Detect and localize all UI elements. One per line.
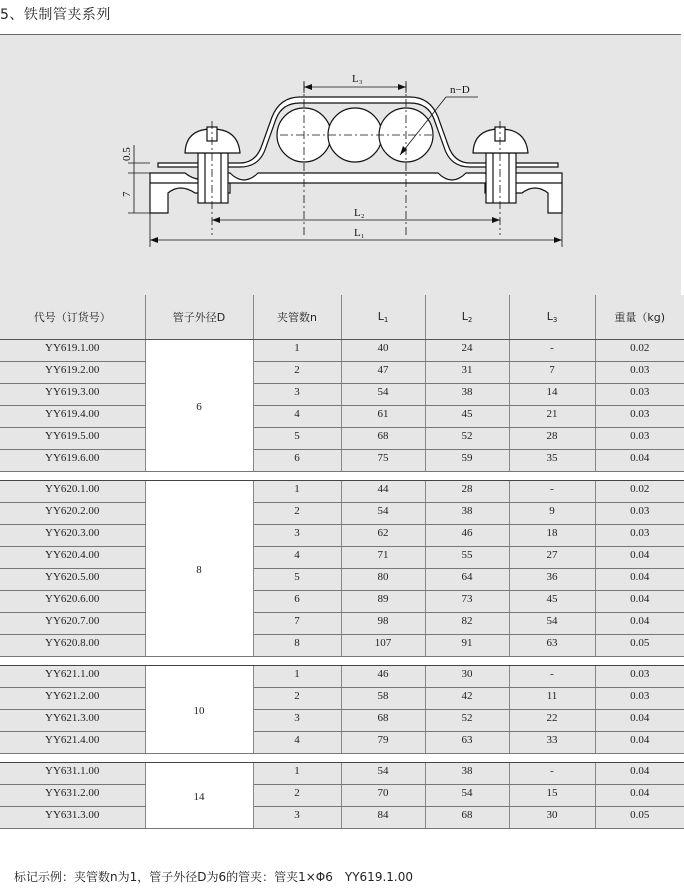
cell-weight: 0.05 [595, 635, 684, 657]
cell-l3: 35 [509, 450, 595, 472]
cell-weight: 0.04 [595, 450, 684, 472]
cell-l3: 27 [509, 547, 595, 569]
cell-l1: 62 [341, 525, 425, 547]
cell-l3: 7 [509, 362, 595, 384]
cell-count: 1 [253, 340, 341, 362]
cell-code: YY619.1.00 [0, 340, 145, 362]
cell-code: YY619.5.00 [0, 428, 145, 450]
cell-l1: 71 [341, 547, 425, 569]
group-separator [0, 472, 684, 481]
cell-l1: 89 [341, 591, 425, 613]
cell-count: 1 [253, 763, 341, 785]
header-l3-sub: 3 [552, 316, 558, 324]
cell-weight: 0.03 [595, 503, 684, 525]
cell-l3: 36 [509, 569, 595, 591]
table-row [0, 547, 684, 569]
cell-count: 3 [253, 384, 341, 406]
cell-code: YY620.2.00 [0, 503, 145, 525]
cell-count: 5 [253, 569, 341, 591]
separator-cell [0, 657, 684, 666]
cell-diameter: 8 [145, 481, 253, 657]
cell-l2: 46 [425, 525, 509, 547]
cell-weight: 0.04 [595, 591, 684, 613]
cell-code: YY620.3.00 [0, 525, 145, 547]
cell-count: 3 [253, 525, 341, 547]
cell-weight: 0.03 [595, 688, 684, 710]
cell-code: YY620.8.00 [0, 635, 145, 657]
cell-count: 7 [253, 613, 341, 635]
table-row [0, 525, 684, 547]
cell-l3: 30 [509, 807, 595, 829]
cell-weight: 0.04 [595, 732, 684, 754]
table-row [0, 569, 684, 591]
cell-l3: 15 [509, 785, 595, 807]
table-row [0, 732, 684, 754]
cell-l2: 63 [425, 732, 509, 754]
cell-weight: 0.03 [595, 525, 684, 547]
cell-l1: 44 [341, 481, 425, 503]
table-body [0, 340, 684, 829]
separator-cell [0, 472, 684, 481]
header-count: 夹管数n [253, 295, 341, 340]
cell-count: 3 [253, 807, 341, 829]
header-l2 [425, 295, 509, 340]
cell-code: YY620.4.00 [0, 547, 145, 569]
cell-diameter: 14 [145, 763, 253, 829]
cell-l3: - [509, 481, 595, 503]
cell-weight: 0.04 [595, 763, 684, 785]
cell-count: 1 [253, 666, 341, 688]
cell-weight: 0.03 [595, 428, 684, 450]
cell-weight: 0.04 [595, 785, 684, 807]
cell-weight: 0.05 [595, 807, 684, 829]
cell-l2: 82 [425, 613, 509, 635]
cell-count: 2 [253, 688, 341, 710]
cell-l1: 68 [341, 710, 425, 732]
table-row [0, 666, 684, 688]
table-row [0, 635, 684, 657]
cell-l2: 45 [425, 406, 509, 428]
cell-l1: 79 [341, 732, 425, 754]
header-weight: 重量（kg) [595, 295, 684, 340]
header-l2-main: L [461, 310, 468, 323]
table-row [0, 503, 684, 525]
cell-l2: 54 [425, 785, 509, 807]
cell-l1: 54 [341, 384, 425, 406]
cell-l1: 70 [341, 785, 425, 807]
cell-l2: 24 [425, 340, 509, 362]
cell-code: YY620.5.00 [0, 569, 145, 591]
cell-code: YY619.4.00 [0, 406, 145, 428]
table-row [0, 384, 684, 406]
cell-code: YY621.4.00 [0, 732, 145, 754]
cell-l1: 98 [341, 613, 425, 635]
marking-example-note: 标记示例：夹管数n为1，管子外径D为6的管夹：管夹1×Φ6 YY619.1.00 [14, 870, 413, 884]
cell-count: 5 [253, 428, 341, 450]
table-row [0, 785, 684, 807]
separator-cell [0, 754, 684, 763]
dim-l1-label: L₁ [354, 227, 365, 239]
cell-l2: 64 [425, 569, 509, 591]
cell-l1: 107 [341, 635, 425, 657]
cell-l2: 52 [425, 710, 509, 732]
cell-l3: 11 [509, 688, 595, 710]
cell-l1: 54 [341, 763, 425, 785]
header-diameter: 管子外径D [145, 295, 253, 340]
cell-code: YY619.3.00 [0, 384, 145, 406]
cell-l2: 31 [425, 362, 509, 384]
cell-diameter: 10 [145, 666, 253, 754]
cell-weight: 0.03 [595, 362, 684, 384]
cell-l1: 54 [341, 503, 425, 525]
cell-l2: 55 [425, 547, 509, 569]
cell-l2: 38 [425, 503, 509, 525]
cell-l1: 75 [341, 450, 425, 472]
table-row [0, 450, 684, 472]
table-row [0, 807, 684, 829]
cell-count: 2 [253, 785, 341, 807]
cell-count: 1 [253, 481, 341, 503]
cell-l2: 30 [425, 666, 509, 688]
cell-l2: 68 [425, 807, 509, 829]
cell-code: YY620.7.00 [0, 613, 145, 635]
table-row [0, 340, 684, 362]
cell-code: YY619.2.00 [0, 362, 145, 384]
cell-weight: 0.03 [595, 384, 684, 406]
cell-l3: 63 [509, 635, 595, 657]
cell-count: 8 [253, 635, 341, 657]
cell-code: YY621.3.00 [0, 710, 145, 732]
cell-l1: 58 [341, 688, 425, 710]
cell-l2: 52 [425, 428, 509, 450]
table-row [0, 688, 684, 710]
cell-l1: 68 [341, 428, 425, 450]
table-row [0, 481, 684, 503]
cell-weight: 0.02 [595, 481, 684, 503]
table-row [0, 613, 684, 635]
cell-l3: 54 [509, 613, 595, 635]
group-separator [0, 754, 684, 763]
cell-l3: 28 [509, 428, 595, 450]
cell-count: 4 [253, 406, 341, 428]
cell-weight: 0.03 [595, 666, 684, 688]
cell-l3: - [509, 340, 595, 362]
header-l1-sub: 1 [383, 316, 389, 324]
header-l1 [341, 295, 425, 340]
cell-weight: 0.03 [595, 406, 684, 428]
cell-code: YY620.1.00 [0, 481, 145, 503]
cell-l2: 91 [425, 635, 509, 657]
cell-code: YY631.2.00 [0, 785, 145, 807]
cell-code: YY620.6.00 [0, 591, 145, 613]
dim-nd-label: n−D [450, 84, 470, 96]
table-row [0, 591, 684, 613]
cell-l2: 28 [425, 481, 509, 503]
cell-l3: 33 [509, 732, 595, 754]
cell-l2: 59 [425, 450, 509, 472]
header-l3 [509, 295, 595, 340]
cell-l2: 38 [425, 763, 509, 785]
page-title: 5、铁制管夹系列 [0, 7, 111, 23]
table-row [0, 406, 684, 428]
cell-l3: - [509, 666, 595, 688]
header-l1-main: L [377, 310, 384, 323]
cell-weight: 0.04 [595, 710, 684, 732]
cell-l1: 47 [341, 362, 425, 384]
cell-l3: 14 [509, 384, 595, 406]
table-row [0, 362, 684, 384]
pipe-clamp-diagram [0, 35, 681, 295]
header-l3-main: L [546, 310, 553, 323]
cell-diameter: 6 [145, 340, 253, 472]
table-header [0, 295, 684, 340]
cell-l3: 9 [509, 503, 595, 525]
cell-weight: 0.04 [595, 569, 684, 591]
cell-weight: 0.04 [595, 613, 684, 635]
header-l2-sub: 2 [467, 316, 473, 324]
header-code: 代号（订货号） [0, 295, 145, 340]
cell-count: 6 [253, 450, 341, 472]
technical-drawing [0, 34, 681, 296]
cell-l3: 22 [509, 710, 595, 732]
cell-l2: 73 [425, 591, 509, 613]
dim-l2-label: L₂ [354, 207, 365, 219]
cell-count: 3 [253, 710, 341, 732]
cell-code: YY621.1.00 [0, 666, 145, 688]
group-separator [0, 657, 684, 666]
cell-l3: 21 [509, 406, 595, 428]
cell-l1: 84 [341, 807, 425, 829]
cell-weight: 0.02 [595, 340, 684, 362]
table-row [0, 710, 684, 732]
cell-l1: 80 [341, 569, 425, 591]
cell-l3: 45 [509, 591, 595, 613]
dim-height-top-label: 0.5 [121, 147, 133, 161]
cell-count: 4 [253, 547, 341, 569]
cell-count: 6 [253, 591, 341, 613]
cell-l2: 42 [425, 688, 509, 710]
spec-table [0, 295, 684, 829]
cell-code: YY619.6.00 [0, 450, 145, 472]
cell-count: 2 [253, 503, 341, 525]
cell-code: YY631.1.00 [0, 763, 145, 785]
cell-l3: 18 [509, 525, 595, 547]
cell-l1: 46 [341, 666, 425, 688]
cell-l1: 61 [341, 406, 425, 428]
cell-code: YY621.2.00 [0, 688, 145, 710]
dim-height-base-label: 7 [121, 191, 133, 197]
cell-l3: - [509, 763, 595, 785]
dim-l3-label: L₃ [352, 73, 363, 85]
cell-count: 2 [253, 362, 341, 384]
table-row [0, 763, 684, 785]
cell-count: 4 [253, 732, 341, 754]
cell-weight: 0.04 [595, 547, 684, 569]
table-row [0, 428, 684, 450]
cell-l2: 38 [425, 384, 509, 406]
cell-l1: 40 [341, 340, 425, 362]
cell-code: YY631.3.00 [0, 807, 145, 829]
